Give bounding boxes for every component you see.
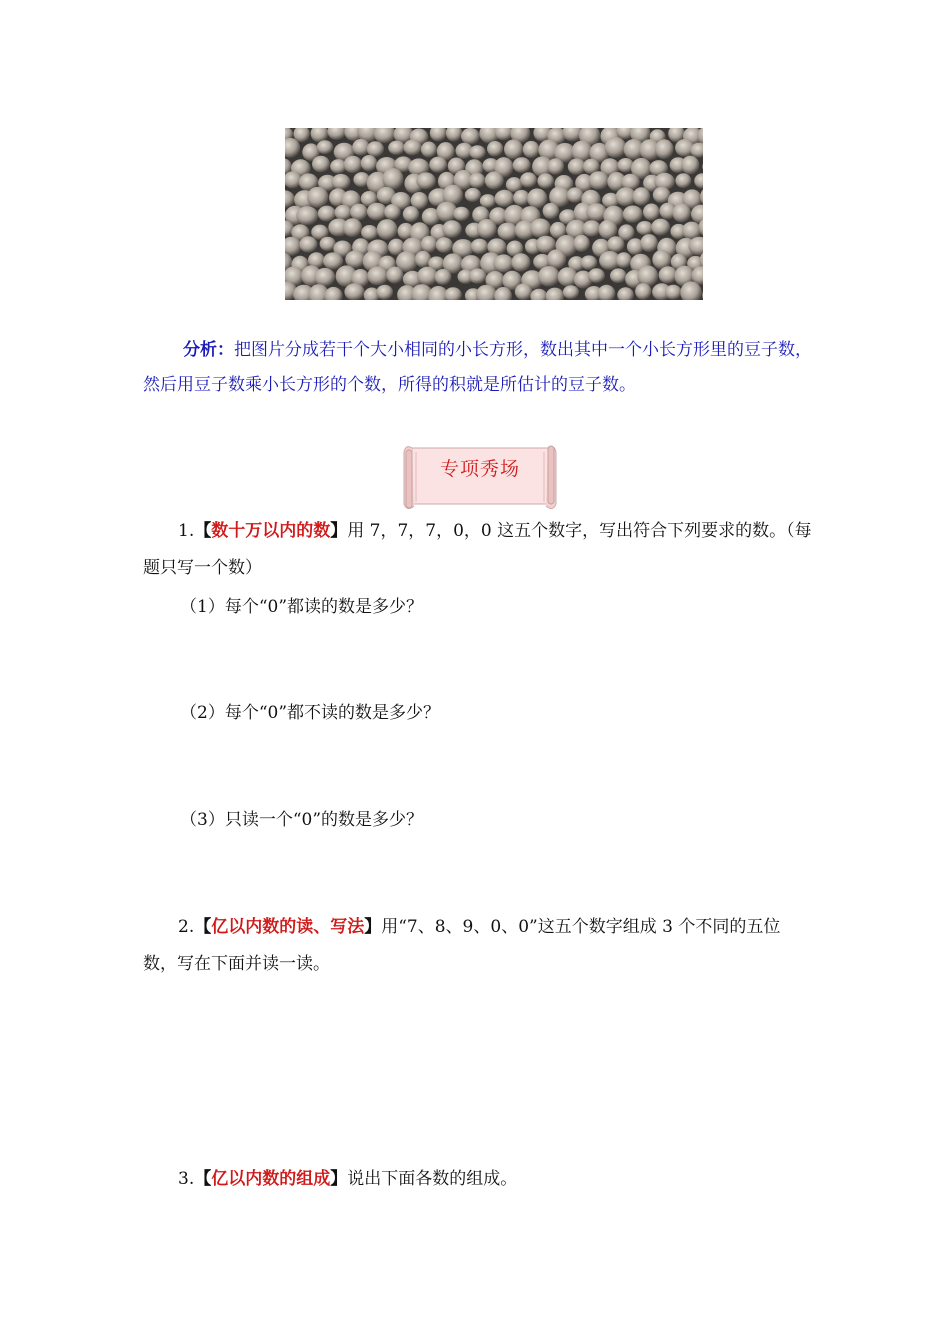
bean-icon [610,268,627,283]
bracket-close: 】 [330,1169,348,1189]
bean-icon [672,203,691,222]
bean-icon [567,187,584,202]
bean-icon [617,287,634,300]
bean-icon [637,265,658,286]
bean-icon [285,190,295,208]
bracket-open: 【 [194,521,212,541]
sub-question-2: （2）每个“0”都不读的数是多少？ [180,703,441,723]
bean-icon [383,168,404,190]
bean-icon [388,141,405,155]
bean-icon [421,236,438,253]
bean-icon [702,285,703,300]
bean-icon [530,219,551,238]
bean-icon [582,220,601,237]
bean-icon [513,157,531,173]
bean-icon [636,221,653,235]
bean-icon [374,128,396,143]
bean-icon [453,207,469,221]
bean-icon [598,285,616,300]
question-tag: 数十万以内的数 [211,521,331,541]
sub-question-3: （3）只读一个“0”的数是多少？ [180,810,424,830]
bean-icon [520,172,537,187]
bean-icon [563,285,579,299]
question-text: 用“7、8、9、0、0”这五个数字组成 3 个不同的五位数，写在下面并读一读。 [143,917,781,974]
bean-icon [643,204,660,221]
bean-icon [655,139,674,159]
analysis-paragraph [143,333,813,403]
bean-icon [327,128,346,140]
bean-icon [635,283,651,300]
bean-icon [404,140,422,156]
bean-icon [523,141,540,158]
bean-icon [495,190,515,207]
bean-icon [335,205,352,220]
bean-icon [350,204,368,221]
bean-icon [537,173,554,188]
question-text: 用 7，7，7，0，0 这五个数字，写出符合下列要求的数。（每题只写一个数） [143,521,812,578]
bean-icon [323,252,343,269]
bean-icon [589,171,610,190]
bean-icon [469,145,485,159]
bean-icon [665,285,682,300]
bean-icon [616,252,632,268]
bean-icon [429,157,447,173]
bean-icon [546,288,565,300]
bean-icon [403,206,419,222]
bean-icon [416,172,436,189]
bean-icon [538,266,560,287]
bean-icon [421,142,437,158]
question-tag: 亿以内数的读、写法 [211,917,365,937]
question-number: 3. [178,1169,195,1189]
bean-icon [386,267,403,284]
bean-icon [471,239,488,254]
bean-icon [511,253,530,271]
bean-icon [588,268,605,283]
bean-icon [651,219,670,236]
bean-icon [498,223,518,241]
bean-icon [515,283,533,300]
bean-icon [436,237,453,253]
bean-icon [307,187,328,208]
bean-icon [361,155,377,171]
bean-icon [332,174,351,190]
bean-icon [367,141,384,157]
bracket-open: 【 [194,1169,212,1189]
bracket-close: 】 [364,917,382,937]
bean-icon [681,156,699,175]
analysis-text: 把图片分成若干个大小相同的小长方形，数出其中一个小长方形里的豆子数，然后用豆子数乘小长方形的个数，所得的积就是所估计的豆子数。 [143,340,812,395]
bean-icon [543,203,560,219]
bean-icon [446,128,462,142]
beans-photo [285,128,703,300]
bean-icon [702,158,703,175]
bean-icon [367,203,387,221]
bean-icon [485,171,504,189]
question-number: 1. [178,521,195,541]
question-1 [143,513,813,587]
question-3 [143,1161,813,1198]
bean-icon [694,173,703,188]
bean-icon [299,236,317,252]
bean-icon [632,187,650,205]
bean-icon [344,283,364,300]
bracket-close: 】 [330,521,348,541]
bean-icon [527,188,547,208]
bean-icon [444,287,462,300]
bean-icon [318,206,336,222]
question-tag: 亿以内数的组成 [211,1169,331,1189]
sub-question-1: （1）每个“0”都读的数是多少？ [180,597,424,617]
bean-icon [312,156,330,173]
bean-icon [469,268,487,283]
bean-icon [430,128,447,142]
analysis-label: 分析： [183,340,234,360]
bean-icon [361,225,378,240]
bean-icon [607,236,624,252]
bean-icon [344,156,362,174]
bean-icon [623,206,643,223]
bean-icon [435,269,452,285]
bean-icon [506,177,523,192]
bean-icon [640,234,658,252]
bean-icon [480,194,496,208]
bean-icon [296,206,318,225]
bean-icon [493,254,513,272]
bean-icon [573,235,590,252]
bean-icon [461,128,480,145]
bean-icon [504,139,523,159]
bean-icon [376,285,393,300]
question-2 [143,909,813,983]
bean-icon [599,220,618,240]
banner-title: 专项秀场 [439,458,520,480]
bean-icon [477,219,497,239]
bean-icon [384,204,401,220]
bean-icon [317,140,333,154]
bean-icon [345,250,365,268]
bean-icon [343,218,362,237]
question-text: 说出下面各数的组成。 [347,1169,518,1189]
bean-icon [442,220,461,238]
bean-icon [581,255,598,269]
question-number: 2. [178,917,195,937]
bean-icon [377,219,398,240]
bean-icon [675,173,691,188]
bean-icon [367,266,388,285]
bean-icon [487,141,503,157]
bean-icon [605,137,627,158]
bean-icon [465,188,481,202]
bean-icon [530,289,547,300]
bracket-open: 【 [194,917,212,937]
bean-icon [547,158,564,175]
bean-icon [314,268,335,287]
bean-icon [469,173,486,188]
section-banner [398,442,560,512]
